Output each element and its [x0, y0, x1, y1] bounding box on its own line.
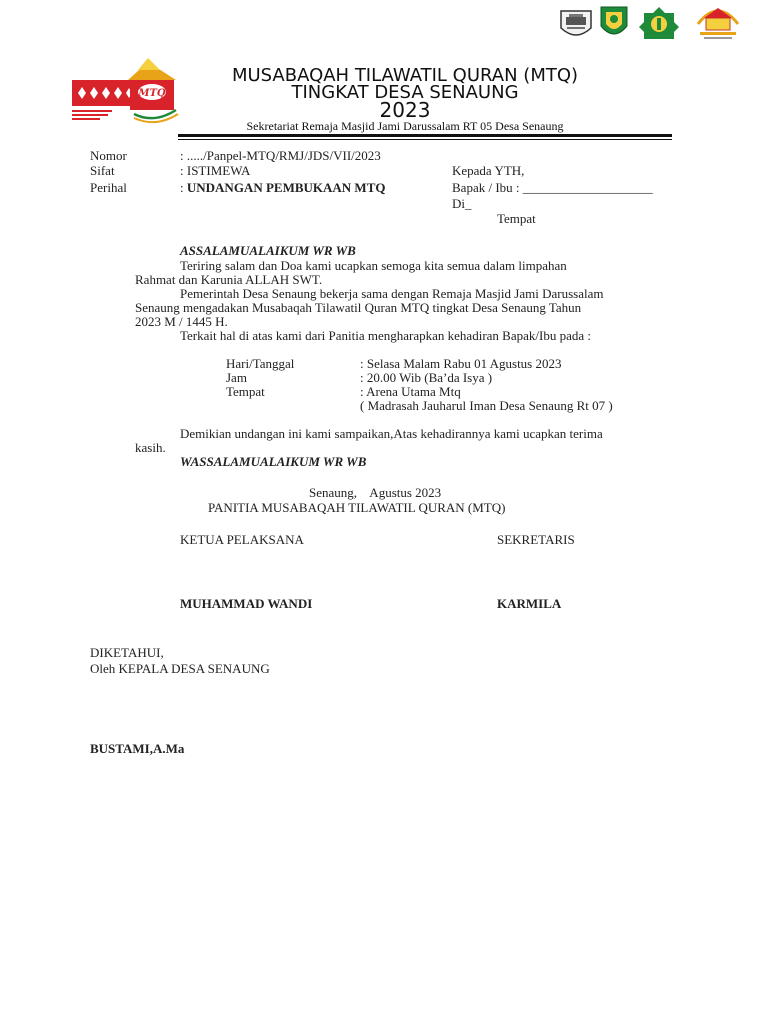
- detail-label-place: Tempat: [226, 384, 265, 399]
- role-secretary: SEKRETARIS: [497, 532, 575, 547]
- recipient-line-4: Tempat: [497, 211, 536, 226]
- paragraph-2-line-2: Senaung mengadakan Musabaqah Tilawatil Quran MTQ tingkat Desa Senaung Tahun: [135, 300, 582, 315]
- sifat-value: : ISTIMEWA: [180, 163, 251, 178]
- title-line-2: TINGKAT DESA SENAUNG: [291, 82, 519, 103]
- paragraph-1-line-1: Teriring salam dan Doa kami ucapkan semoga kita semua dalam limpahan: [180, 258, 567, 273]
- detail-value-time: : 20.00 Wib (Ba’da Isya ): [360, 370, 493, 385]
- title-line-1: MUSABAQAH TILAWATIL QURAN (MTQ): [231, 65, 579, 86]
- recipient-line-1: Kepada YTH,: [452, 163, 525, 178]
- place-date: Senaung, Agustus 2023: [309, 485, 442, 500]
- farewell: WASSALAMUALAIKUM WR WB: [180, 454, 367, 469]
- detail-value-place-extra: ( Madrasah Jauharul Iman Desa Senaung Rt 07 ): [360, 398, 613, 413]
- detail-label-date: Hari/Tanggal: [226, 356, 295, 371]
- perihal-label: Perihal: [90, 180, 127, 195]
- paragraph-1-line-2: Rahmat dan Karunia ALLAH SWT.: [135, 272, 323, 287]
- province-emblem-icon: [598, 4, 630, 42]
- greeting: ASSALAMUALAIKUM WR WB: [180, 243, 356, 258]
- youth-mosque-logo-icon: [694, 2, 742, 42]
- perihal-value: UNDANGAN PEMBUKAAN MTQ: [186, 180, 386, 195]
- closing-line-1: Demikian undangan ini kami sampaikan,Atas kehadirannya kami ucapkan terima: [180, 426, 603, 441]
- ministry-emblem-icon: [638, 6, 680, 40]
- closing-line-2: kasih.: [135, 440, 166, 455]
- name-secretary: KARMILA: [497, 596, 562, 611]
- regency-emblem-icon: [558, 8, 594, 42]
- acknowledged-by: Oleh KEPALA DESA SENAUNG: [90, 661, 270, 676]
- sifat-label: Sifat: [90, 163, 115, 178]
- paragraph-2-line-1: Pemerintah Desa Senaung bekerja sama dengan Remaja Masjid Jami Darussalam: [180, 286, 604, 301]
- perihal-row: [180, 180, 385, 195]
- title-year: 2023: [379, 98, 431, 122]
- village-head-name: BUSTAMI,A.Ma: [90, 741, 185, 756]
- nomor-label: Nomor: [90, 148, 127, 163]
- nomor-value: : ...../Panpel-MTQ/RMJ/JDS/VII/2023: [180, 148, 381, 163]
- role-chairman: KETUA PELAKSANA: [180, 532, 304, 547]
- detail-label-time: Jam: [226, 370, 247, 385]
- acknowledged-label: DIKETAHUI,: [90, 645, 164, 660]
- paragraph-3: Terkait hal di atas kami dari Panitia mengharapkan kehadiran Bapak/Ibu pada :: [180, 328, 591, 343]
- detail-value-date: : Selasa Malam Rabu 01 Agustus 2023: [360, 356, 562, 371]
- detail-value-place: : Arena Utama Mtq: [360, 384, 461, 399]
- recipient-line-2: Bapak / Ibu : ____________________: [452, 180, 653, 195]
- mtq-logo-text: MTQ: [138, 88, 166, 99]
- secretariat-address: Sekretariat Remaja Masjid Jami Darussalam RT 05 Desa Senaung: [246, 119, 564, 133]
- perihal-prefix: :: [180, 180, 187, 195]
- header-rule-thin: [178, 139, 672, 140]
- recipient-line-3: Di_: [452, 196, 472, 211]
- committee-name: PANITIA MUSABAQAH TILAWATIL QURAN (MTQ): [208, 500, 506, 515]
- paragraph-2-line-3: 2023 M / 1445 H.: [135, 314, 228, 329]
- name-chairman: MUHAMMAD WANDI: [180, 596, 313, 611]
- header-rule-thick: [178, 134, 672, 137]
- mtq-logo: [72, 58, 184, 124]
